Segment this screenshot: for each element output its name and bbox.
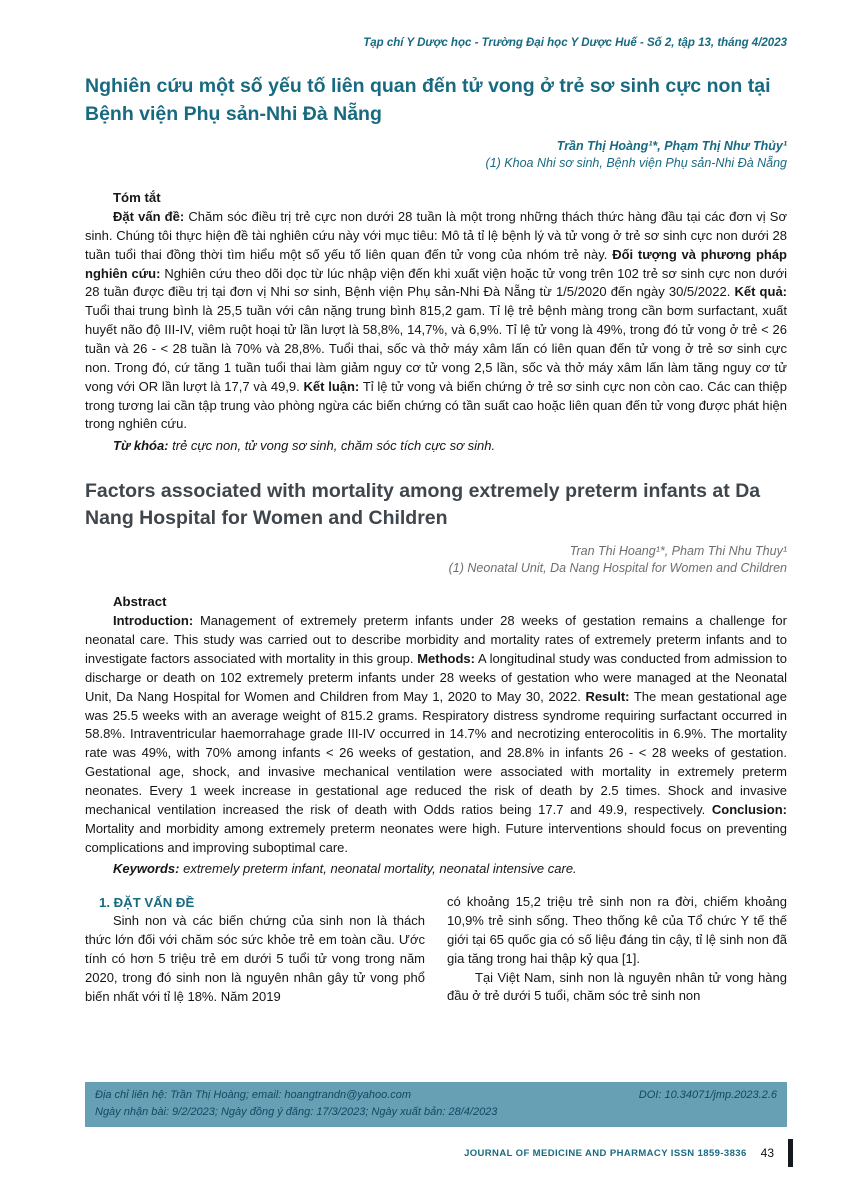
footer-row-dates xyxy=(95,1104,777,1122)
abstract-en-intro-label: Introduction: xyxy=(113,613,194,629)
authors-vi: Trần Thị Hoàng¹*, Phạm Thị Như Thủy¹ xyxy=(556,139,787,154)
keywords-vi xyxy=(85,437,787,456)
journal-footer-text: JOURNAL OF MEDICINE AND PHARMACY ISSN 1859-3836 xyxy=(464,1147,747,1159)
keywords-en xyxy=(85,860,787,879)
affiliation-en: (1) Neonatal Unit, Da Nang Hospital for Women and Children xyxy=(448,560,787,575)
footer-row-contact xyxy=(95,1087,777,1105)
abstract-vi-results-text: Tuổi thai trung bình là 25,5 tuần với cân nặng trung bình 815,2 gam. Tỉ lệ trẻ bệnh màng trong cần bơm surfactant, xuất huyết não độ III-IV, viêm ruột hoại tử lần lượt là 58,8%, 14,7%, và 6,9%. Tỉ lệ tử vong là 49%, trong đó tử vong ở trẻ < 26 tuần và 26 - < 28 tuần là 70% và 28,8%. Tuổi thai, sốc và thở máy xâm lấn có liên quan đến tử vong ở trẻ sơ sinh cực non. Trong đó, cứ tăng 1 tuần tuổi thai làm giảm nguy cơ tử vong 2,5 lần, sốc và thở máy xâm lấn làm tăng nguy cơ tử vong với OR lần lượt là 17,7 và 49,9. xyxy=(85,303,787,394)
footer-block xyxy=(85,1082,787,1167)
abstract-vi-results-label: Kết quả: xyxy=(734,284,787,300)
submission-dates: Ngày nhận bài: 9/2/2023; Ngày đồng ý đăng: 17/3/2023; Ngày xuất bản: 28/4/2023 xyxy=(95,1106,498,1119)
affiliation-vi: (1) Khoa Nhi sơ sinh, Bệnh viện Phụ sản-Nhi Đà Nẵng xyxy=(485,156,787,171)
abstract-en-conclusion-text: Mortality and morbidity among extremely preterm neonates were high. Future interventions should focus on preventing complications and improving suboptimal care. xyxy=(85,820,787,855)
keywords-en-text: extremely preterm infant, neonatal mortality, neonatal intensive care. xyxy=(183,861,577,877)
abstract-vi-methods-text: Nghiên cứu theo dõi dọc từ lúc nhập viện đến khi xuất viện hoặc tử vong trên 102 trẻ sơ sinh cực non dưới 28 tuần được điều trị tại đơn vị Nhi sơ sinh, Bệnh viện Phụ sản-Nhi Đà Nẵng từ 1/5/2020 đến ngày 30/5/2022. xyxy=(85,265,787,300)
article-title-en: Factors associated with mortality among extremely preterm infants at Da Nang Hospital for Women and Children xyxy=(85,480,761,530)
body-left-paragraph: Sinh non và các biến chứng của sinh non là thách thức lớn đối với chăm sóc sức khỏe trẻ em toàn cầu. Ước tính có hơn 5 triệu trẻ em dưới 5 tuổi tử vong trong năm 2020, trong đó sinh non là nguyên nhân gây tử vong phổ biến nhất với tỉ lệ 18%. Năm 2019 xyxy=(85,913,425,1004)
two-column-body xyxy=(85,893,787,1006)
running-header: Tạp chí Y Dược học - Trường Đại học Y Dược Huế - Số 2, tập 13, tháng 4/2023 xyxy=(363,37,787,49)
keywords-vi-label: Từ khóa: xyxy=(113,438,169,454)
body-column-right xyxy=(447,893,787,1006)
abstract-heading-vi: Tóm tắt xyxy=(113,190,161,206)
byline-en xyxy=(85,543,787,577)
abstract-heading-en: Abstract xyxy=(113,594,167,610)
contact-info: Địa chỉ liên hệ: Trần Thị Hoàng; email: hoangtrandn@yahoo.com xyxy=(95,1088,412,1101)
abstract-en-results-text: The mean gestational age was 25.5 weeks with an average weight of 815.2 grams. Respiratory distress syndrome requiring surfactant occurred in 58.8%. Intraventricular haemorrahage grade III-IV occurred in 14.7% and necrotizing enterocolitis in 6.9%. The mortality rate was 49%, with 70% among infants < 26 weeks of gestation, and 28.8% in infants 26 - < 28 weeks of gestation. Gestational age, shock, and invasive mechanical ventilation were associated with mortality in extremely preterm neonates. Every 1 week increase in gestational age reduced the risk of death by 2.5 times. Shock and invasive mechanical ventilation increased the risk of death with Odds ratios being 17.7 and 49.9, respectively. xyxy=(85,688,787,817)
abstract-vi-conclusion-text: Tỉ lệ tử vong và biến chứng ở trẻ sơ sinh cực non còn cao. Các can thiệp trong tương lai cần tập trung vào phòng ngừa các biến chứng có tần suất cao hoặc liên quan đến tử vong được phát hiện trong nghiên cứu. xyxy=(85,378,787,432)
page-number: 43 xyxy=(760,1146,774,1160)
abstract-vi xyxy=(85,208,787,434)
page-edge-bar xyxy=(788,1139,793,1167)
abstract-vi-intro-label: Đặt vấn đề: xyxy=(113,209,185,225)
abstract-vi-methods-label: Đối tượng và phương pháp nghiên cứu: xyxy=(85,246,787,281)
body-column-left xyxy=(85,893,425,1006)
abstract-en-results-label: Result: xyxy=(585,688,630,704)
body-right-paragraph-2: Tại Việt Nam, sinh non là nguyên nhân tử vong hàng đầu ở trẻ dưới 5 tuổi, chăm sóc trẻ sinh non xyxy=(447,969,787,1004)
bottom-line xyxy=(85,1139,787,1167)
abstract-en-methods-label: Methods: xyxy=(417,651,475,667)
abstract-en-conclusion-label: Conclusion: xyxy=(711,801,787,817)
abstract-en-intro-text: Management of extremely preterm infants under 28 weeks of gestation remains a challenge for neonatal care. This study was carried out to describe morbidity and mortality rates of extremely preterm infants and to investigate factors associated with mortality in this group. xyxy=(85,613,787,667)
article-title-vi: Nghiên cứu một số yếu tố liên quan đến tử vong ở trẻ sơ sinh cực non tại Bệnh viện Phụ sản-Nhi Đà Nẵng xyxy=(85,74,771,125)
abstract-en-methods-text: A longitudinal study was conducted from admission to discharge or death on 102 extremely preterm infants under 28 weeks of gestation who were managed at the Neonatal Unit, Da Nang Hospital for Women and Children from May 1, 2020 to May 30, 2022. xyxy=(85,651,787,704)
abstract-vi-intro-text: Chăm sóc điều trị trẻ cực non dưới 28 tuần là một trong những thách thức hàng đầu tại các đơn vị Sơ sinh. Chúng tôi thực hiện đề tài nghiên cứu này với mục tiêu: Mô tả tỉ lệ bệnh lý và tử vong ở trẻ sơ sinh cực non dưới 28 tuần tuổi thai đồng thời tìm hiểu một số yếu tố liên quan đến tử vong của nhóm trẻ này. xyxy=(85,209,787,262)
abstract-vi-conclusion-label: Kết luận: xyxy=(303,378,360,394)
doi-text: DOI: 10.34071/jmp.2023.2.6 xyxy=(638,1088,777,1101)
abstract-en xyxy=(85,612,787,857)
authors-en: Tran Thi Hoang¹*, Pham Thi Nhu Thuy¹ xyxy=(569,543,787,558)
keywords-en-label: Keywords: xyxy=(113,861,180,877)
section-1-heading: 1. ĐẶT VẤN ĐỀ xyxy=(99,895,195,911)
footer-info-bar xyxy=(85,1082,787,1127)
body-right-paragraph-1: có khoảng 15,2 triệu trẻ sinh non ra đời, chiếm khoảng 10,9% trẻ sinh sống. Theo thống kê của Tổ chức Y tế thế giới tại 65 quốc gia có số liệu đáng tin cậy, tỉ lệ sinh non đã gia tăng trong hai thập kỷ qua [1]. xyxy=(447,894,787,966)
byline-vi xyxy=(85,138,787,172)
keywords-vi-text: trẻ cực non, tử vong sơ sinh, chăm sóc tích cực sơ sinh. xyxy=(172,438,496,454)
